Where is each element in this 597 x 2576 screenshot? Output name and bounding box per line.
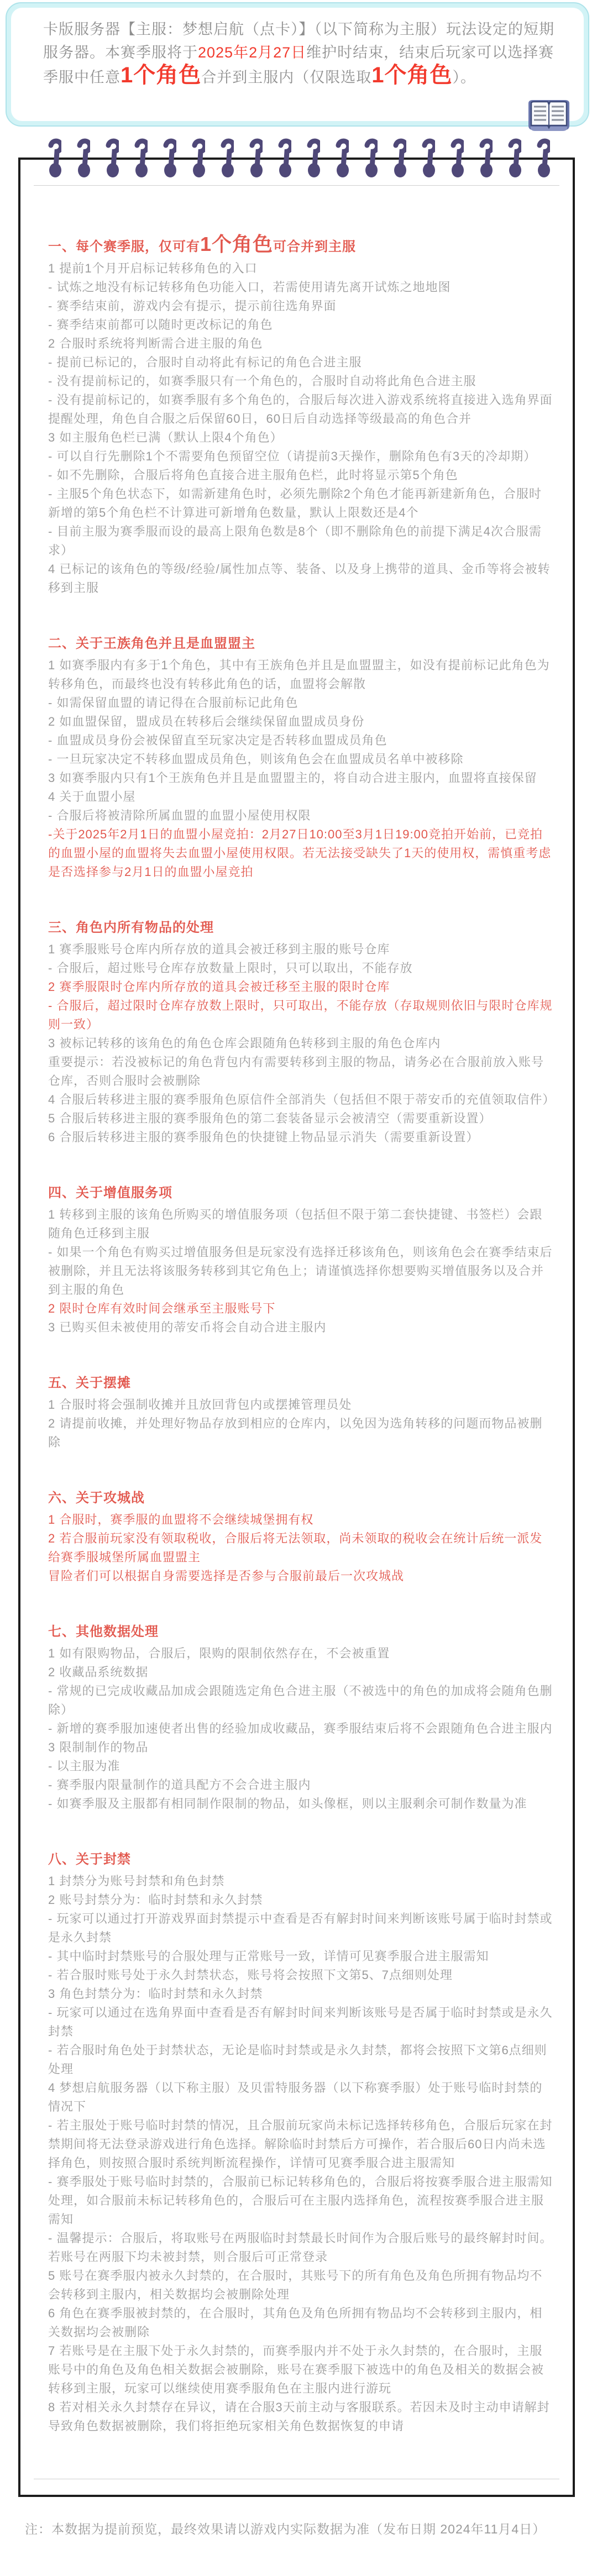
rule-section: [48, 1488, 554, 1586]
section-heading: [48, 234, 554, 257]
rule-line: 3 如赛季服内只有1个王族角色并且是血盟盟主的，将自动合进主服内，血盟将直接保留: [48, 771, 537, 785]
rule-line: 1 赛季服账号仓库内所存放的道具会被迁移到主服的账号仓库: [48, 942, 390, 956]
rule-line: - 若合服时角色处于封禁状态，无论是临时封禁或是永久封禁，都将会按照下文第6点细则处理: [48, 2043, 547, 2076]
spiral-ring-icon: [364, 137, 378, 180]
text-segment: 1个角色: [200, 233, 274, 255]
notice-box: [6, 2, 589, 127]
rule-line: 4 合服后转移进主服的赛季服角色原信件全部消失（包括但不限于蒂安币的充值领取信件）: [48, 1093, 556, 1106]
rule-section: [48, 234, 554, 597]
rule-line: 2 限时仓库有效时间会继承至主服账号下: [48, 1302, 276, 1315]
rule-line: - 常规的已完成收藏品加成会跟随选定角色合进主服（不被选中的角色的加成将会随角色删除）: [48, 1684, 553, 1717]
rule-line: - 没有提前标记的，如赛季服有多个角色的，合服后每次进入游戏系统将直接进入选角界面提醒处理，角色自合服之后保留60日，60日后自动选择等级最高的角色合并: [48, 393, 553, 426]
notice-text: [43, 18, 557, 89]
rule-line: - 温馨提示：合服后，将取账号在两服临时封禁最长时间作为合服后账号的最终解封时间。若账号在两服下均未被封禁，则合服后可正常登录: [48, 2231, 553, 2264]
rule-line: - 玩家可以通过在选角界面中查看是否有解封时间来判断该账号是否属于临时封禁或是永久封禁: [48, 2006, 553, 2038]
rule-line: - 试炼之地没有标记转移角色功能入口，若需使用请先离开试炼之地地图: [48, 280, 451, 294]
section-heading: [48, 1850, 554, 1870]
spiral-binding: [0, 137, 597, 180]
text-segment: 二、关于王族角色并且是血盟盟主: [48, 636, 255, 651]
footer-note: 注：本数据为提前预览，最终效果请以游戏内实际数据为准（发布日期 2024年11月4日）: [25, 2522, 546, 2536]
rule-line: 冒险者们可以根据自身需要选择是否参与合服前最后一次攻城战: [48, 1569, 405, 1583]
rule-line: - 若主服处于账号临时封禁的情况，且合服前玩家尚未标记选择转移角色，合服后玩家在封禁期间将无法登录游戏进行角色选择。解除临时封禁后方可操作，若合服后60日内尚未选择角色，则按照合服时系统判断流程操作，详情可见赛季服合进主服需知: [48, 2118, 553, 2170]
text-segment: 八、关于封禁: [48, 1852, 131, 1867]
rule-line: 2 账号封禁分为：临时封禁和永久封禁: [48, 1893, 263, 1907]
section-heading: [48, 1373, 554, 1393]
section-heading: [48, 1622, 554, 1642]
spiral-ring-icon: [220, 137, 234, 180]
spiral-ring-icon: [48, 137, 61, 180]
rule-line: - 新增的赛季服加速使者出售的经验加成收藏品，赛季服结束后将不会跟随角色合进主服内: [48, 1722, 553, 1735]
rule-line: - 一旦玩家决定不转移血盟成员角色，则该角色会在血盟成员名单中被移除: [48, 752, 464, 766]
rule-line: - 可以自行先删除1个不需要角色预留空位（请提前3天操作，删除角色有3天的冷却期）: [48, 449, 537, 463]
section-heading: [48, 1183, 554, 1203]
rule-line: 6 角色在赛季服被封禁的，在合服时，其角色及角色所拥有物品均不会转移到主服内，相关数据均会被删除: [48, 2306, 543, 2339]
rule-line: - 赛季服内限量制作的道具配方不会合进主服内: [48, 1778, 311, 1792]
spiral-ring-icon: [450, 137, 464, 180]
rule-section: [48, 634, 554, 882]
rule-line: 2 赛季服限时仓库内所存放的道具会被迁移至主服的限时仓库: [48, 980, 390, 994]
rule-line: - 赛季结束前都可以随时更改标记的角色: [48, 318, 273, 332]
text-segment: 2025年2月27日: [198, 44, 307, 61]
rule-section: [48, 1183, 554, 1337]
spiral-ring-icon: [249, 137, 263, 180]
open-book-icon: [525, 98, 573, 134]
spiral-ring-icon: [392, 137, 406, 180]
rule-line: - 血盟成员身份会被保留直至玩家决定是否转移血盟成员角色: [48, 733, 387, 747]
rule-line: 3 限制制作的物品: [48, 1740, 149, 1754]
spiral-ring-icon: [105, 137, 119, 180]
rule-line: 5 合服后转移进主服的赛季服角色的第二套装备显示会被清空（需要重新设置）: [48, 1111, 492, 1125]
text-segment: 可合并到主服: [273, 239, 357, 254]
text-segment: 1个角色: [371, 63, 453, 87]
rule-line: 2 收藏品系统数据: [48, 1665, 149, 1679]
rule-line: - 赛季结束前，游戏内会有提示，提示前往选角界面: [48, 299, 337, 313]
rule-line: - 合服后将被清除所属血盟的血盟小屋使用权限: [48, 809, 311, 822]
spiral-ring-icon: [277, 137, 291, 180]
rule-section: [48, 1622, 554, 1813]
section-heading: [48, 634, 554, 654]
text-segment: 1个角色: [121, 63, 202, 87]
rule-section: [48, 1373, 554, 1452]
rule-line: 1 如有限购物品，合服后，限购的限制依然存在，不会被重置: [48, 1646, 390, 1660]
spiral-ring-icon: [134, 137, 148, 180]
rule-line: - 合服后，超过限时仓库存放数上限时，只可取出，不能存放（存取规则依旧与限时仓库规则一致）: [48, 999, 553, 1031]
spiral-ring-icon: [76, 137, 90, 180]
rule-line: 3 已购买但未被使用的蒂安币将会自动合进主服内: [48, 1320, 327, 1334]
rule-line: 2 如血盟保留，盟成员在转移后会继续保留血盟成员身份: [48, 715, 365, 728]
rule-line: 4 关于血盟小屋: [48, 790, 136, 804]
rule-line: - 合服后，超过账号仓库存放数量上限时，只可以取出，不能存放: [48, 961, 413, 975]
rule-line: 1 合服时，赛季服的血盟将不会继续城堡拥有权: [48, 1513, 314, 1526]
rule-line: 2 若合服前玩家没有领取税收，合服后将无法领取，尚未领取的税收会在统计后统一派发给赛季服城堡所属血盟盟主: [48, 1531, 543, 1564]
rule-line: - 赛季服处于账号临时封禁的，合服前已标记转移角色的，合服后将按赛季服合进主服需知处理，如合服前未标记转移角色的，合服后可在主服内选择角色，流程按赛季服合进主服需知: [48, 2175, 553, 2226]
rule-line: 6 合服后转移进主服的赛季服角色的快捷键上物品显示消失（需要重新设置）: [48, 1130, 479, 1144]
spiral-ring-icon: [479, 137, 493, 180]
page-content: [20, 186, 573, 2436]
rule-line: - 目前主服为赛季服而设的最高上限角色数是8个（即不删除角色的前提下满足4次合服需求）: [48, 524, 542, 557]
section-heading: [48, 918, 554, 938]
rule-line: - 提前已标记的，合服时自动将此有标记的角色合进主服: [48, 355, 362, 369]
spiral-ring-icon: [536, 137, 550, 180]
rule-line: - 以主服为准: [48, 1759, 121, 1773]
rule-line: 2 合服时系统将判断需合进主服的角色: [48, 337, 263, 350]
text-segment: 五、关于摆摊: [48, 1376, 131, 1391]
rule-line: - 玩家可以通过打开游戏界面封禁提示中查看是否有解封时间来判断该账号属于临时封禁或是永久封禁: [48, 1912, 553, 1944]
rule-line: 3 角色封禁分为：临时封禁和永久封禁: [48, 1987, 263, 2001]
text-segment: 一、每个赛季服，仅可有: [48, 239, 200, 254]
rule-line: 7 若账号是在主服下处于永久封禁的，而赛季服内并不处于永久封禁的，在合服时，主服账号中的角色及角色相关数据会被删除，账号在赛季服下被选中的角色及相关的数据会被转移到主服，玩家可以继续使用赛季服角色在主服内进行游玩: [48, 2344, 544, 2395]
rule-line: 3 被标记转移的该角色的角色仓库会跟随角色转移到主服的角色仓库内: [48, 1036, 441, 1050]
rule-line: 1 合服时将会强制收摊并且放回背包内或摆摊管理员处: [48, 1398, 352, 1412]
text-segment: 四、关于增值服务项: [48, 1185, 172, 1200]
spiral-ring-icon: [163, 137, 176, 180]
rule-line: 1 转移到主服的该角色所购买的增值服务项（包括但不限于第二套快捷键、书签栏）会跟随角色迁移到主服: [48, 1208, 543, 1240]
rule-line: - 若合服时账号处于永久封禁状态，账号将会按照下文第5、7点细则处理: [48, 1968, 453, 1982]
rule-line: 1 提前1个月开启标记转移角色的入口: [48, 261, 258, 275]
rule-section: [48, 918, 554, 1147]
rule-line: - 如不先删除，合服后将角色直接合进主服角色栏，此时将显示第5个角色: [48, 468, 458, 482]
rule-line: 3 如主服角色栏已满（默认上限4个角色）: [48, 431, 283, 444]
rule-line: 5 账号在赛季服内被永久封禁的，在合服时，其账号下的所有角色及角色所拥有物品均不会转移到主服内，相关数据均会被删除处理: [48, 2269, 543, 2301]
spiral-ring-icon: [507, 137, 521, 180]
rule-line: -关于2025年2月1日的血盟小屋竞拍：2月27日10:00至3月1日19:00竞拍开始前，已竞拍的血盟小屋的血盟将失去血盟小屋使用权限。若无法接受缺失了1天的使用权，需慎重考虑是否选择参与2月1日的血盟小屋竞拍: [48, 827, 552, 879]
section-heading: [48, 1488, 554, 1508]
notice-box-inner: [11, 8, 584, 121]
rule-line: 8 若对相关永久封禁存在异议，请在合服3天前主动与客服联系。若因未及时主动申请解封导致角色数据被删除，我们将拒绝玩家相关角色数据恢复的申请: [48, 2400, 550, 2433]
rule-line: - 如需保留血盟的请记得在合服前标记此角色: [48, 696, 298, 710]
text-segment: 维护时结束，结束后玩家可以选择赛季服中任意: [43, 44, 554, 86]
rule-line: 1 封禁分为账号封禁和角色封禁: [48, 1874, 225, 1888]
rule-line: - 如赛季服及主服都有相同制作限制的物品，如头像框，则以主服剩余可制作数量为准: [48, 1797, 527, 1811]
text-segment: 七、其他数据处理: [48, 1624, 159, 1639]
rule-line: - 如果一个角色有购买过增值服务但是玩家没有选择迁移该角色，则该角色会在赛季结束后被删除，并且无法将该服务转移到其它角色上；请谨慎选择你想要购买增值服务以及合并到主服的角色: [48, 1245, 553, 1297]
text-segment: 三、角色内所有物品的处理: [48, 920, 214, 935]
rule-section: [48, 1850, 554, 2436]
notebook-page: [18, 158, 575, 2497]
rule-line: 4 梦想启航服务器（以下称主服）及贝雷特服务器（以下称赛季服）处于账号临时封禁的情况下: [48, 2081, 543, 2113]
spiral-ring-icon: [335, 137, 349, 180]
rule-line: 重要提示：若没被标记的角色背包内有需要转移到主服的物品，请务必在合服前放入账号仓库，否则合服时会被删除: [48, 1055, 544, 1088]
spiral-ring-icon: [306, 137, 320, 180]
text-segment: 合并到主服内（仅限选取: [201, 69, 372, 86]
text-segment: ）。: [452, 69, 476, 86]
rule-line: 1 如赛季服内有多于1个角色，其中有王族角色并且是血盟盟主，如没有提前标记此角色为转移角色，而最终也没有转移此角色的话，血盟将会解散: [48, 658, 550, 691]
rule-line: - 其中临时封禁账号的合服处理与正常账号一致，详情可见赛季服合进主服需知: [48, 1949, 489, 1963]
rule-line: - 主服5个角色状态下，如需新建角色时，必须先删除2个角色才能再新建新角色，合服时新增的第5个角色栏不计算进可新增角色数量，默认上限数还是4个: [48, 487, 542, 520]
spiral-ring-icon: [191, 137, 205, 180]
text-segment: 卡版服务器【主服：梦想启航（点卡）】（以下简称为主服）玩法设定的短期服务器。本赛季服将于: [43, 21, 554, 61]
rule-line: - 没有提前标记的，如赛季服只有一个角色的，合服时自动将此角色合进主服: [48, 374, 476, 388]
text-segment: 六、关于攻城战: [48, 1491, 145, 1505]
spiral-ring-icon: [421, 137, 435, 180]
rule-line: 2 请提前收摊，并处理好物品存放到相应的仓库内，以免因为选角转移的问题而物品被删除: [48, 1416, 543, 1449]
rule-line: 4 已标记的该角色的等级/经验/属性加点等、装备、以及身上携带的道具、金币等将会被转移到主服: [48, 562, 551, 595]
